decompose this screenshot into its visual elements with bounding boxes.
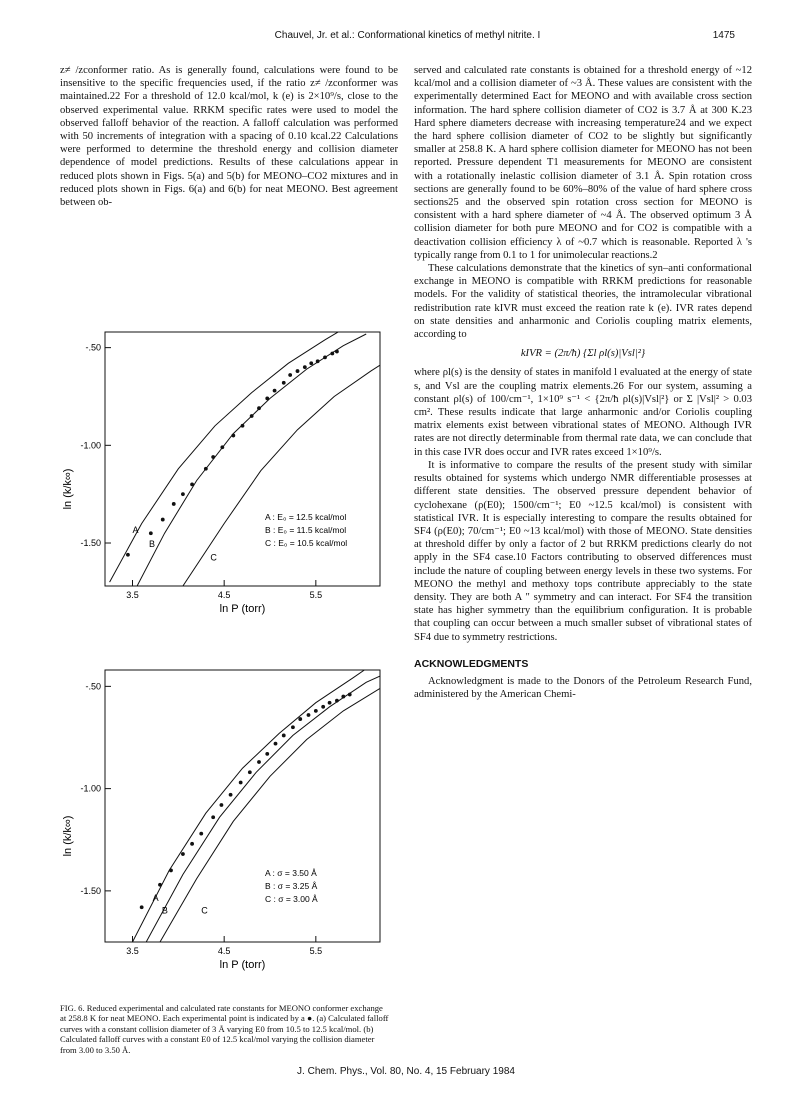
y-tick-label: -1.50 [80, 885, 101, 896]
legend-entry: A : E₀ = 12.5 kcal/mol [265, 512, 347, 522]
experimental-point [161, 518, 165, 522]
experimental-point [291, 725, 295, 729]
experimental-point [250, 414, 254, 418]
x-axis-label: ln P (torr) [219, 603, 266, 615]
right-paragraph-2: These calculations demonstrate that the kinetics of syn–anti conformational exchange in MEONO is compatible with RRKM predictions for reasonable models. For the validity of statistical theories, the intramolecular vibrational redistribution rate kIVR must exceed the reation rate k (e). IVR rates depend on state densities and anharmonic and Coriolis coupling matrix elements, according to [414, 263, 752, 341]
experimental-point [273, 389, 277, 393]
chart-6b-svg [55, 656, 400, 1000]
left-paragraph: z≠ /zconformer ratio. As is generally found, calculations were found to be insensitive to the specific frequencies used, if the ratio z≠ /zconformer was maintained.22 For a threshold of 12.0 kcal/mol, k (e) is 2×10⁹/s, close to the observed experimental value. RRKM specific rates were used to model the observed falloff behavior of the reaction. A falloff calculation was performed with 50 increments of integration with a spacing of 0.10 kcal.22 Calculations were performed to determine the threshold energy and collision diameter dependence of model predictions. Results of these calculations appear in reduced plots shown in Figs. 5(a) and 5(b) for MEONO–CO2 mixtures and in reduced plots shown in Figs. 6(a) and 6(b) for neat MEONO. Best agreement between ob- [60, 65, 398, 209]
experimental-point [181, 852, 185, 856]
figure-6b [55, 656, 400, 1000]
experimental-point [220, 445, 224, 449]
y-tick-label: -.50 [85, 681, 101, 692]
experimental-point [274, 742, 278, 746]
curve-label-c: C [201, 905, 208, 916]
x-tick-label: 4.5 [217, 590, 231, 600]
experimental-point [321, 705, 325, 709]
figure-caption: FIG. 6. Reduced experimental and calculated rate constants for MEONO conformer exchange at 258.8 K for neat MEONO. Each experimental point is indicated by a ●. (a) Calculated falloff curves with a constant collision diameter of 3 Å varying E0 from 10.5 to 12.5 kcal/mol. (b) Calculated falloff curves with a constant E0 of 12.5 kcal/mol varying the collision diameter from 3.00 to 3.50 Å. [60, 1003, 389, 1055]
running-title: Chauvel, Jr. et al.: Conformational kinetics of methyl nitrite. I [274, 30, 541, 41]
experimental-point [172, 502, 176, 506]
experimental-point [211, 815, 215, 819]
experimental-point [199, 832, 203, 836]
experimental-point [220, 803, 224, 807]
experimental-point [190, 842, 194, 846]
plot-frame [105, 670, 380, 942]
kivr-equation: kIVR = (2π/ħ) {Σl ρl(s)|Vsl|²} [520, 348, 646, 360]
right-paragraph-4: It is informative to compare the results of the present study with similar results obtained for systems which undergo NMR differentiable prosesses at different state densities. The observed pressure dependent behavior of cyclohexane (ρ(E0); 1500/cm⁻¹; E0 ~12.5 kcal/mol) is consistent with statistical IVR. It is especially interesting to compare the results obtained for SF4 (ρ(E0); 70/cm⁻¹; E0 ~13 kcal/mol) with those of MEONO. State densities at threshold differ by only a factor of 2 but RRKM predictions clearly do not apply in the SF4 case.10 Factors contributing to observed differences must include the nature of coupling between energy levels in these two systems. For MEONO the methyl and methoxy tops contribute appreciably to the state density. They are both A " symmetry and can interact. For SF4 the transition state has higher symmetry than the equilibrium configuration. It is probable that coupling can occur between a much smaller subset of vibrational states of SF4 due to symmetry restrictions. [414, 459, 752, 643]
page-number: 1475 [712, 30, 735, 41]
experimental-point [211, 455, 215, 459]
experimental-point [204, 467, 208, 471]
curve-label-c: C [210, 552, 217, 563]
curve-b [137, 334, 366, 586]
left-column [60, 64, 398, 209]
experimental-point [169, 869, 173, 873]
experimental-point [288, 373, 292, 377]
experimental-point [323, 356, 327, 360]
chart-6a-svg [55, 318, 400, 644]
legend-entry: B : E₀ = 11.5 kcal/mol [265, 525, 347, 535]
experimental-point [248, 770, 252, 774]
y-tick-label: -1.00 [80, 783, 101, 794]
journal-footer: J. Chem. Phys., Vol. 80, No. 4, 15 February 1984 [297, 1066, 515, 1077]
x-tick-label: 3.5 [126, 590, 139, 600]
legend-entry: B : σ = 3.25 Å [265, 881, 318, 891]
x-tick-label: 5.5 [309, 590, 323, 600]
experimental-point [314, 709, 318, 713]
experimental-point [341, 695, 345, 699]
experimental-point [239, 781, 243, 785]
experimental-point [316, 359, 320, 363]
experimental-point [282, 734, 286, 738]
experimental-point [181, 492, 185, 496]
right-paragraph-3: where ρl(s) is the density of states in manifold l evaluated at the energy of state s, and Vsl are the coupling matrix elements.26 For our system, assuming a constant ρl(s) of 100/cm⁻¹, 1×10⁹ s⁻¹ < {2π/ħ ρl(s)|Vsl|²} or Σ |Vsl|² > 0.03 cm². These results indicate that large anharmonic and/or Coriolis coupling matrix elements exist between vibrational states of MEONO. Although IVR rates are not directly determinable from thermal rate data, we can conclude that in this case IVR does occur and IVR rates exceed 1×10⁹/s. [414, 367, 752, 458]
experimental-point [309, 361, 313, 365]
experimental-point [265, 752, 269, 756]
experimental-point [149, 531, 153, 535]
experimental-point [190, 483, 194, 487]
y-tick-label: -1.50 [80, 538, 101, 549]
x-tick-label: 3.5 [126, 946, 139, 956]
experimental-point [231, 434, 235, 438]
x-tick-label: 5.5 [309, 946, 323, 956]
experimental-point [298, 717, 302, 721]
y-tick-label: -.50 [85, 342, 101, 353]
experimental-point [328, 701, 332, 705]
experimental-point [126, 553, 130, 557]
running-header [80, 30, 735, 44]
experimental-point [303, 365, 307, 369]
legend-entry: C : σ = 3.00 Å [265, 894, 318, 904]
y-tick-label: -1.00 [80, 440, 101, 451]
experimental-point [296, 369, 300, 373]
figure-6a [55, 318, 400, 644]
curve-a [133, 670, 365, 942]
experimental-point [257, 406, 261, 410]
acknowledgments-text: Acknowledgment is made to the Donors of the Petroleum Research Fund, administered by the American Chemi- [414, 675, 752, 701]
experimental-point [307, 713, 311, 717]
y-axis-label: ln (k/k∞) [62, 815, 74, 857]
experimental-point [158, 883, 162, 887]
right-column [414, 64, 752, 701]
legend-entry: A : σ = 3.50 Å [265, 868, 317, 878]
right-paragraph-1: served and calculated rate constants is obtained for a threshold energy of ~12 kcal/mol and a collision diameter of ~3 Å. These values are consistent with the experimentally determined Eact for MEONO and with available cross section information. The hard sphere collision diameter of CO2 is 3.7 Å at 300 K.23 Hard sphere diameters decrease with increasing temperature24 and we expect the hard sphere collision diameter of CO2 to be slightly but significantly smaller at 258.8 K. A hard sphere collision diameter for MEONO has not been reported. Pressure dependent T1 measurements for MEONO are consistent with a rotationally inelastic collision diameter of 3.1 Å. Spin rotation cross sections are generally found to be 60%–80% of the value of hard sphere cross sections25 and the observed spin rotation cross section for MEONO is consistent with a hard sphere diameter of ~4 Å. The observed optimum 3 Å collision diameter for both pure MEONO and for CO2 is compatible with a deactivation collision efficiency λ of ~0.7 which is reasonable. Reported λ 's typically range from 0.1 to 1 for unimolecular reactions.2 [414, 65, 752, 261]
experimental-point [330, 352, 334, 356]
x-axis-label: ln P (torr) [219, 959, 266, 971]
curve-label-b: B [149, 538, 156, 549]
legend-entry: C : E₀ = 10.5 kcal/mol [265, 538, 348, 548]
acknowledgments-heading: ACKNOWLEDGMENTS [414, 657, 529, 670]
curve-b [146, 676, 380, 942]
experimental-point [282, 381, 286, 385]
experimental-point [348, 693, 352, 697]
curve-label-b: B [161, 905, 168, 916]
experimental-point [335, 350, 339, 354]
experimental-point [229, 793, 233, 797]
y-axis-label: ln (k/k∞) [62, 468, 74, 510]
experimental-point [257, 760, 261, 764]
x-tick-label: 4.5 [217, 946, 231, 956]
experimental-point [265, 397, 269, 401]
experimental-point [335, 699, 339, 703]
curve-label-a: A [132, 525, 139, 536]
curve-label-a: A [152, 893, 159, 904]
experimental-point [140, 905, 144, 909]
experimental-point [241, 424, 245, 428]
